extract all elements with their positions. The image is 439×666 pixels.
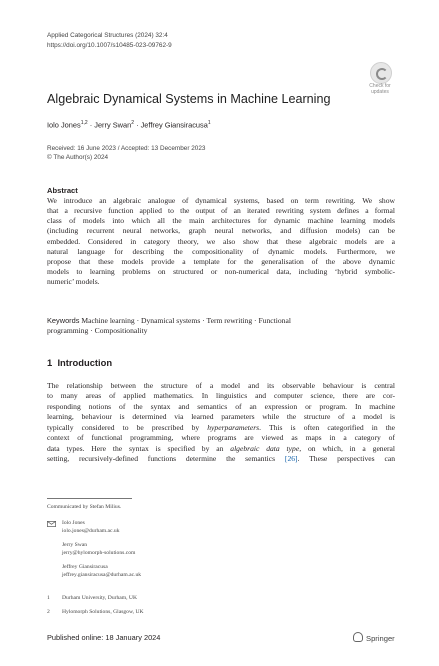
author-name[interactable]: Iolo Jones — [47, 120, 81, 130]
abstract-line: propose that these models provide a template for the generalisation of the above dynamic — [47, 256, 395, 266]
intro-line: data types. Here the syntax is specified by an algebraic data type, on which, in a general — [47, 443, 395, 453]
affiliation-item: 1 Durham University, Durham, UK — [47, 595, 137, 601]
abstract-text — [47, 196, 395, 287]
section-title: Introduction — [57, 357, 113, 368]
check-for-updates-badge[interactable] — [362, 62, 398, 96]
publisher-logo — [353, 632, 395, 643]
badge-label-line2: updates — [371, 88, 389, 95]
contact-name: Jeffrey Giansiracusa — [62, 564, 108, 570]
abstract-line: (including recurrent neural networks, graph neural networks, and diffusion models) can be — [47, 226, 395, 236]
italic-term: algebraic data type — [230, 443, 300, 453]
copyright-line: © The Author(s) 2024 — [47, 153, 109, 161]
published-online-date: Published online: 18 January 2024 — [47, 633, 161, 642]
publisher-name: Springer — [366, 634, 395, 643]
envelope-icon — [47, 521, 56, 527]
intro-line: context of functional programming, where programs are viewed as maps in a category of — [47, 433, 395, 443]
abstract-line: natural language for describing the compositionality of dynamic models. Furthermore, we — [47, 246, 395, 256]
intro-line: to many areas of applied mathematics. In linguistics and computer science, there are cor- — [47, 391, 395, 401]
contact-email[interactable]: jerry@hylomorph-solutions.com — [62, 550, 136, 557]
intro-line: typically considered to be prescribed by hyperparameters. This is often categorified in the — [47, 422, 395, 432]
author-affiliation-mark: 2 — [131, 120, 134, 126]
citation-link[interactable]: [26] — [284, 454, 298, 464]
keywords — [47, 316, 395, 336]
abstract-heading: Abstract — [47, 186, 78, 195]
abstract-line: We introduce an algebraic analogue of dynamical systems, based on term rewriting. We show — [47, 196, 395, 205]
doi-link[interactable]: https://doi.org/10.1007/s10485-023-09762-9 — [47, 42, 172, 49]
author-separator: · — [89, 120, 93, 130]
article-dates — [47, 145, 205, 163]
contact-name: Iolo Jones — [62, 520, 85, 526]
intro-line: setting, recursively-defined functions determine the semantics [26]. These perspectives can — [47, 454, 395, 464]
author-separator: · — [136, 120, 139, 130]
author-list — [47, 120, 211, 129]
springer-horse-icon — [353, 632, 363, 642]
journal-header: Applied Categorical Structures (2024) 32:4 — [47, 32, 168, 39]
contact-email[interactable]: iolo.jones@durham.ac.uk — [62, 528, 120, 535]
abstract-line: models to learning problems on structured or non-numerical data, including ‘hybrid symbolic- — [47, 267, 395, 277]
affiliations — [47, 594, 144, 622]
contact-email[interactable]: jeffrey.giansiracusa@durham.ac.uk — [62, 572, 142, 579]
abstract-line: class of models into which all the main architectures for dynamic machine learning models — [47, 216, 395, 226]
introduction-text — [47, 381, 395, 465]
section-heading — [47, 357, 112, 368]
check-for-updates-icon — [370, 62, 392, 84]
author-affiliation-mark: 1 — [207, 120, 211, 126]
keywords-line: programming · Compositionality — [47, 326, 148, 336]
footnote-divider — [47, 498, 132, 499]
received-accepted-dates: Received: 16 June 2023 / Accepted: 13 December 2023 — [47, 145, 206, 152]
badge-label-line1: Check for — [369, 83, 391, 89]
intro-line: learning, behaviour is determined via learned parameters while the structure of a model is — [47, 412, 395, 422]
author-affiliation-mark: 1,2 — [80, 120, 88, 126]
abstract-line: numeric’ models. — [47, 277, 100, 287]
intro-line: responding notions of the syntax and semantics of an expression or program. In machine — [47, 401, 395, 411]
intro-line: The relationship between the structure of a model and its observable behaviour is central — [47, 381, 395, 390]
affiliation-item: 2 Hylomorph Solutions, Glasgow, UK — [47, 609, 144, 615]
italic-term: hyperparameters — [207, 422, 260, 432]
section-number: 1 — [47, 357, 53, 368]
corresponding-contacts — [62, 519, 141, 579]
author-name[interactable]: Jerry Swan — [94, 120, 132, 130]
keywords-label: Keywords — [47, 316, 80, 325]
communicated-by: Communicated by Stefan Milius. — [47, 504, 122, 510]
author-name[interactable]: Jeffrey Giansiracusa — [140, 120, 208, 130]
keywords-line: Machine learning · Dynamical systems · Term rewriting · Functional — [81, 316, 291, 325]
contact-name: Jerry Swan — [62, 542, 88, 548]
abstract-line: embedded. Considered in category theory, we also show that these algebraic models are a — [47, 236, 395, 246]
abstract-line: that a recursive function applied to the output of an iterated rewriting system defines a formal — [47, 206, 395, 216]
paper-title: Algebraic Dynamical Systems in Machine Learning — [47, 92, 331, 106]
